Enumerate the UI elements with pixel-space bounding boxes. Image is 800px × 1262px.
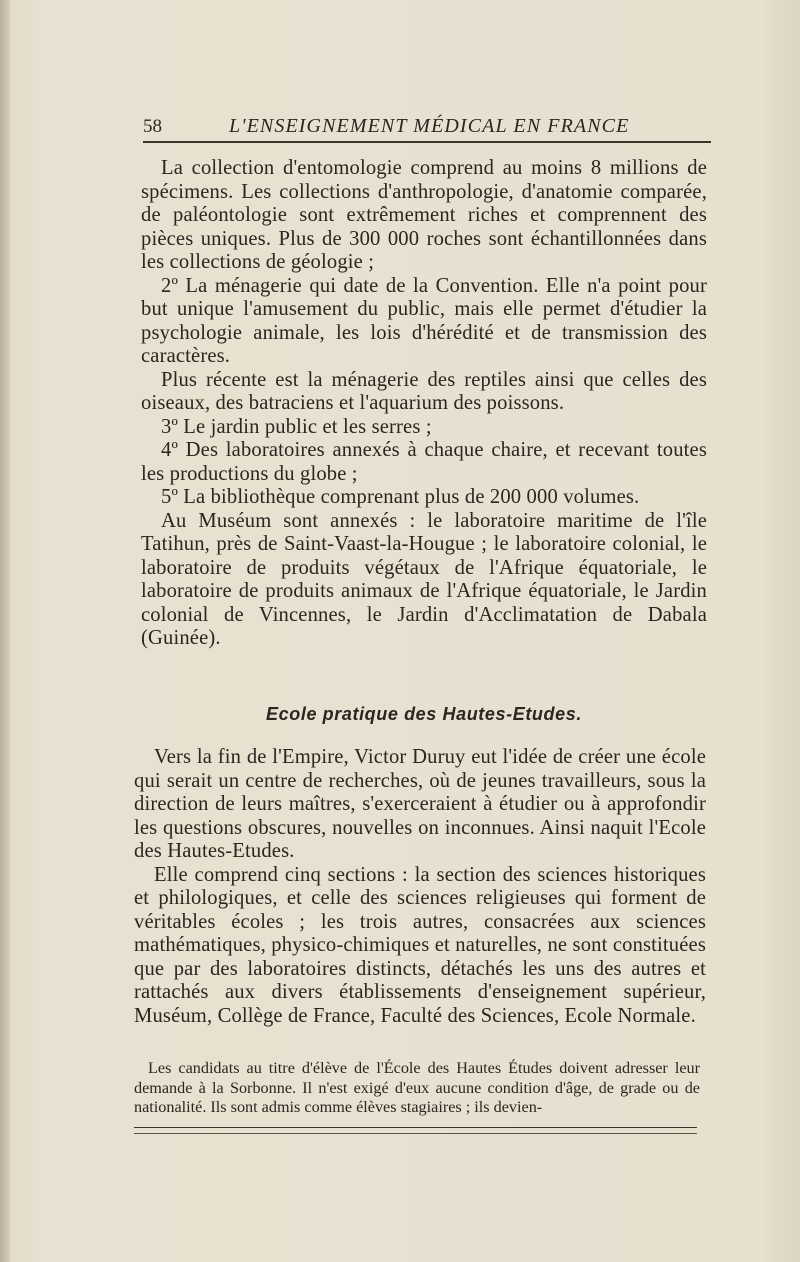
page-header	[143, 112, 711, 142]
footnote	[134, 1059, 700, 1118]
footer-rule-secondary	[134, 1133, 697, 1134]
page-number: 58	[143, 116, 162, 137]
museum-text-block	[141, 157, 707, 651]
paragraph: 4º Des laboratoires annexés à chaque chaire, et recevant toutes les productions du globe ;	[141, 439, 707, 485]
paragraph: La collection d'entomologie comprend au moins 8 millions de spécimens. Les collections d'anthropologie, d'anatomie comparée, de paléontologie sont extrêmement riches et comprennent des pièces uniques. Plus de 300 000 roches sont échantillonnées dans les collections de géologie ;	[141, 157, 707, 273]
paragraph: Au Muséum sont annexés : le laboratoire maritime de l'île Tatihun, près de Saint-Vaast-la-Hougue ; le laboratoire colonial, le laboratoire de produits végétaux de l'Afrique équatoriale, le laboratoire de produits animaux de l'Afrique équatoriale, le Jardin colonial de Vincennes, le Jardin d'Acclimatation de Dabala (Guinée).	[141, 509, 707, 649]
header-rule	[143, 141, 711, 143]
paragraph: Vers la fin de l'Empire, Victor Duruy eut l'idée de créer une école qui serait un centre de recherches, où de jeunes travailleurs, sous la direction de leurs maîtres, s'exerceraient à étudier ou à approfondir les questions obscures, nouvelles on inconnues. Ainsi naquit l'Ecole des Hautes-Etudes.	[134, 746, 706, 862]
paragraph: Plus récente est la ménagerie des reptiles ainsi que celles des oiseaux, des batraciens et l'aquarium des poissons.	[141, 368, 707, 414]
footnote-text: Les candidats au titre d'élève de l'École des Hautes Études doivent adresser leur demande à la Sorbonne. Il n'est exigé d'eux aucune condition d'âge, de grade ou de nationalité. Ils sont admis comme élèves stagiaires ; ils devien-	[134, 1059, 700, 1116]
section-title: Ecole pratique des Hautes-Etudes.	[266, 704, 582, 724]
paragraph: 2º La ménagerie qui date de la Convention. Elle n'a point pour but unique l'amusement du public, mais elle permet d'étudier la psychologie animale, les lois d'hérédité et de transmission des caractères.	[141, 274, 707, 367]
paragraph: Elle comprend cinq sections : la section des sciences historiques et philologiques, et celle des sciences religieuses qui forment de véritables écoles ; les trois autres, consacrées aux sciences mathématiques, physico-chimiques et naturelles, ne sont constituées que par des laboratoires distincts, détachés les uns des autres et rattachés aux divers établissements d'enseignement supérieur, Muséum, Collège de France, Faculté des Sciences, Ecole Normale.	[134, 863, 706, 1027]
footer-rule	[134, 1127, 697, 1128]
paragraph: 3º Le jardin public et les serres ;	[161, 415, 432, 438]
paragraph: 5º La bibliothèque comprenant plus de 200 000 volumes.	[161, 486, 640, 508]
running-title: L'ENSEIGNEMENT MÉDICAL EN FRANCE	[229, 115, 630, 137]
page-gutter	[0, 0, 10, 1262]
hautes-etudes-text-block	[134, 746, 706, 1028]
